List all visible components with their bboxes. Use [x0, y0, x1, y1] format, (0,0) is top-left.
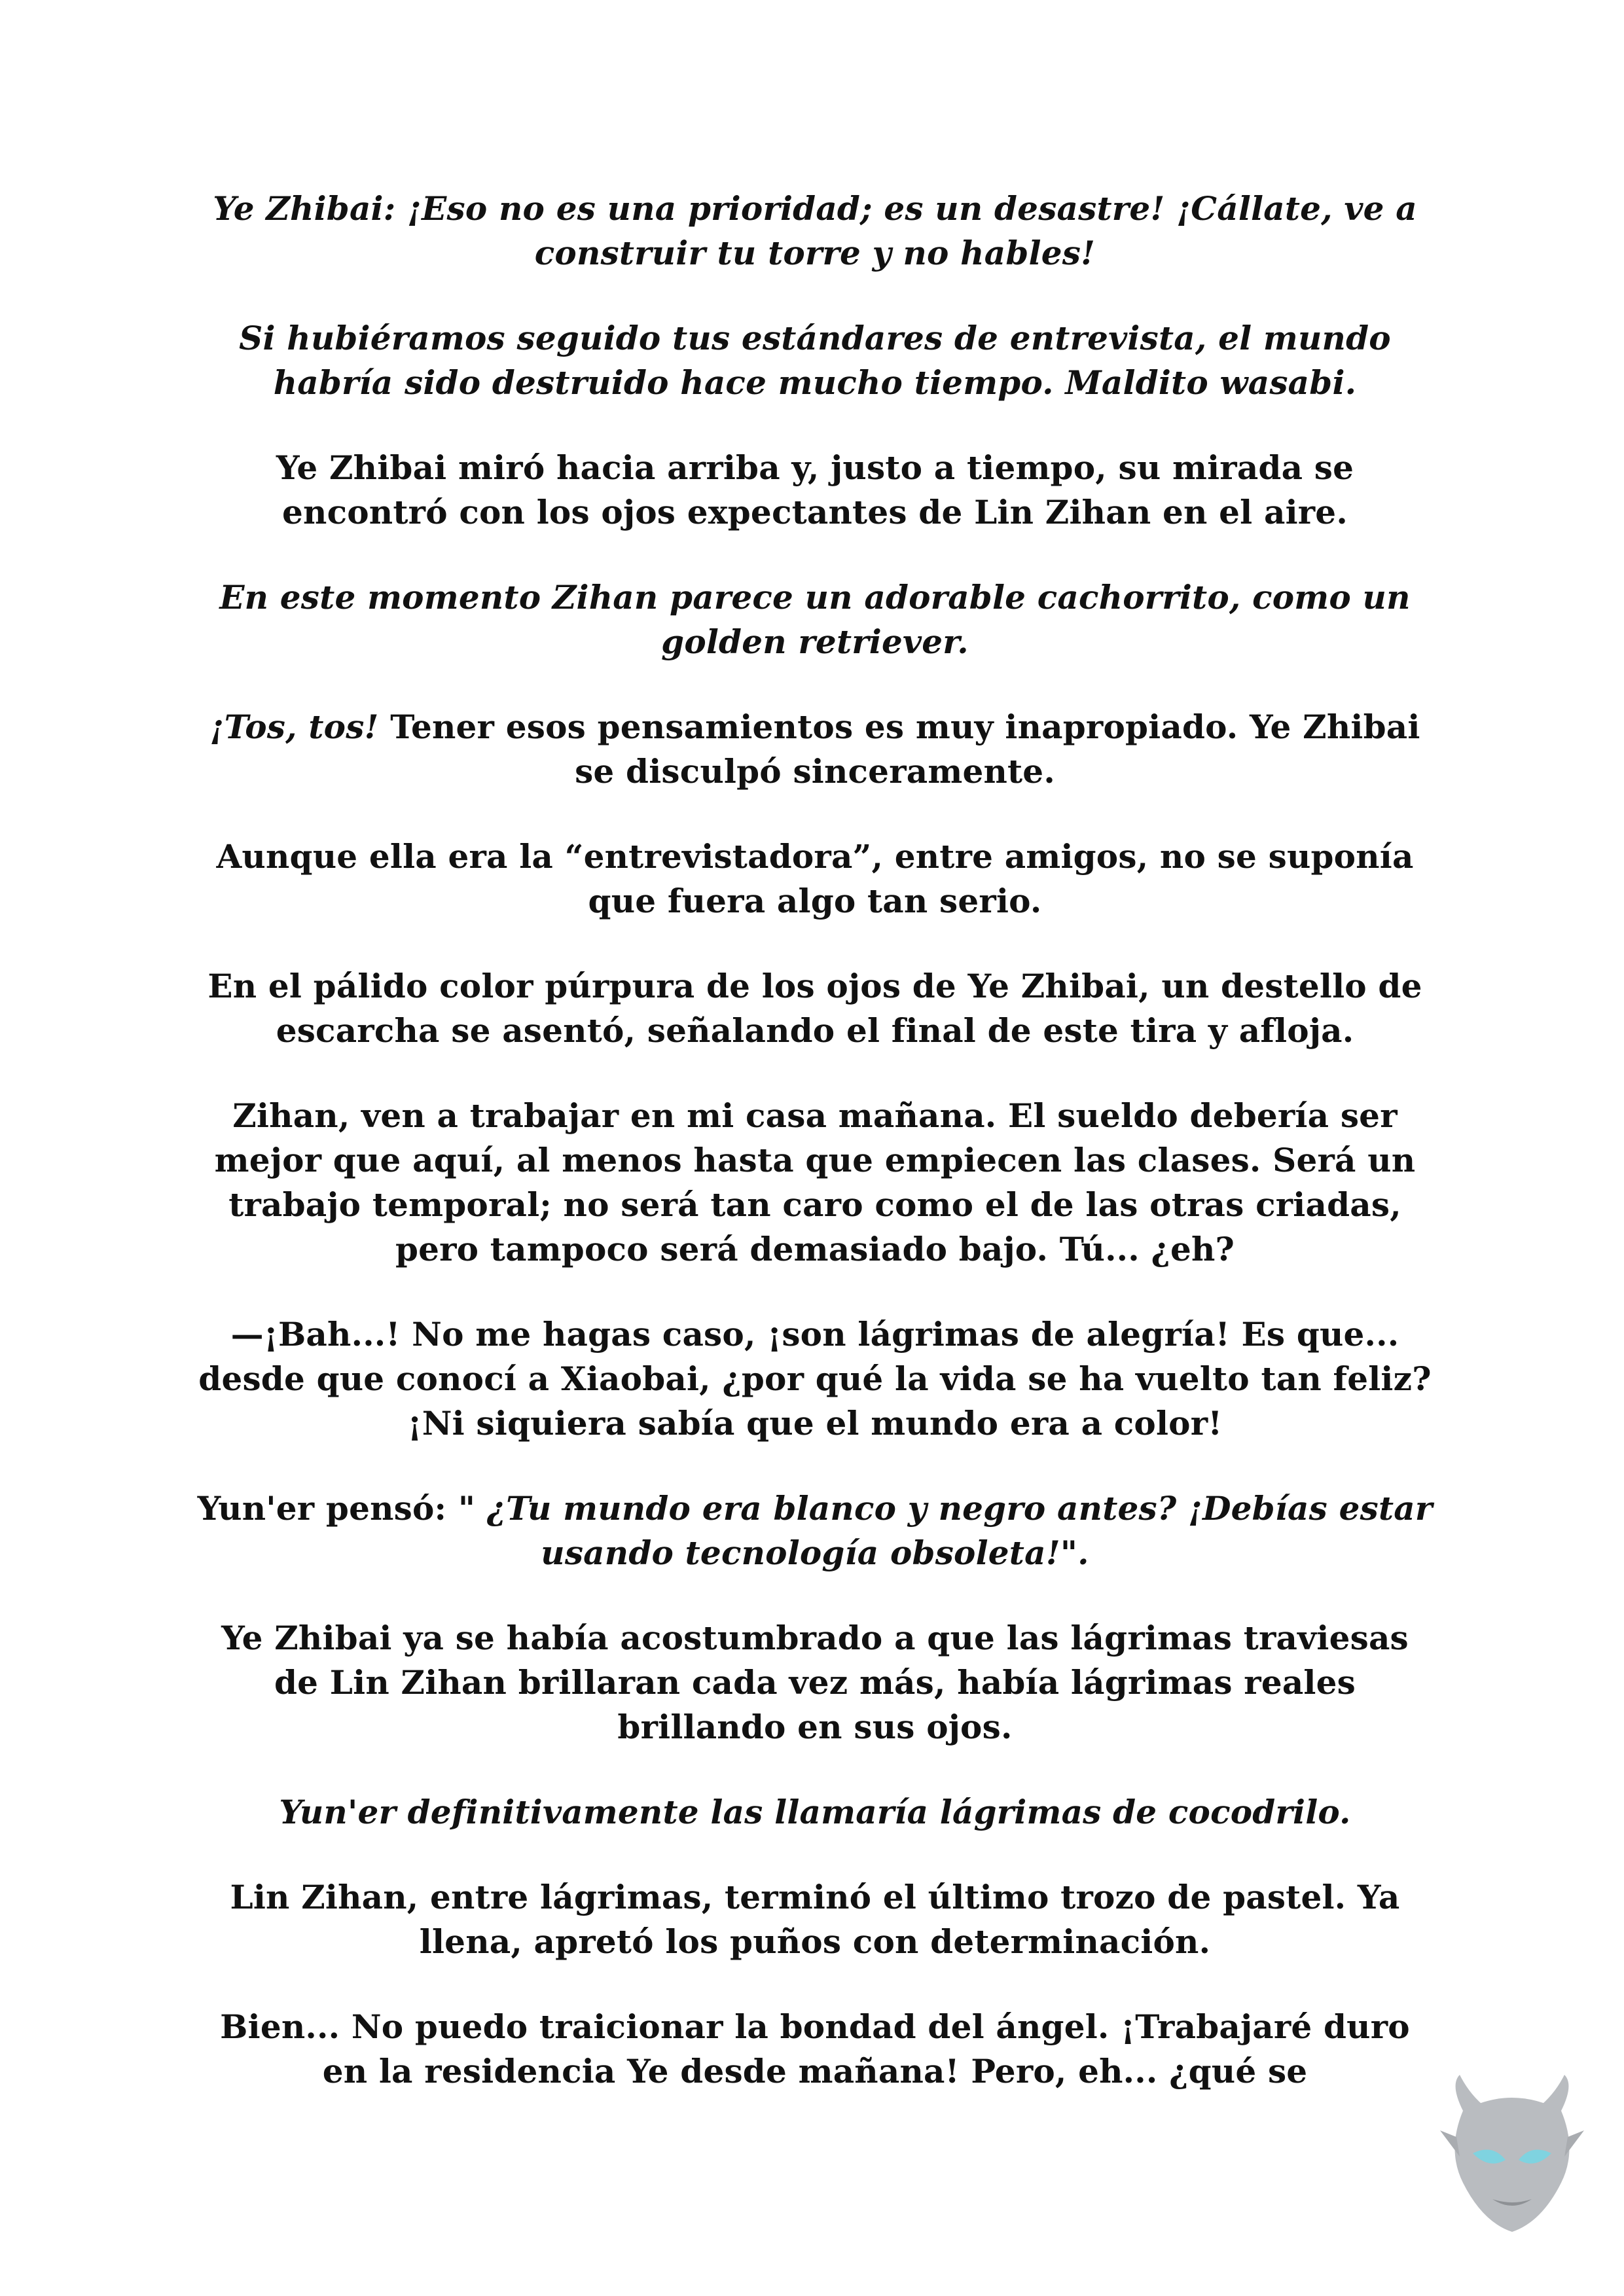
paragraph-6: Aunque ella era la “entrevistadora”, entre amigos, no se suponía que fuera algo tan serio. [216, 837, 1414, 920]
paragraph-10 [196, 1486, 1434, 1575]
paragraph-5-normal: Tener esos pensamientos es muy inapropiado. Ye Zhibai se disculpó sinceramente. [378, 708, 1420, 791]
paragraph-10-normal: Yun'er pensó: " [197, 1489, 487, 1528]
paragraph-5-italic: ¡Tos, tos! [209, 708, 379, 746]
paragraph-8: Zihan, ven a trabajar en mi casa mañana. El sueldo debería ser mejor que aquí, al menos hasta que empiecen las clases. Será un trabajo temporal; no será tan caro como el de las otras criadas, pero tampoco será demasiado bajo. Tú... ¿eh? [214, 1096, 1416, 1268]
demon-mask-logo-icon [1437, 2072, 1587, 2235]
document-body [196, 187, 1434, 2134]
paragraph-4: En este momento Zihan parece un adorable cachorrito, como un golden retriever. [219, 578, 1411, 661]
paragraph-7: En el pálido color púrpura de los ojos de Ye Zhibai, un destello de escarcha se asentó, señalando el final de este tira y afloja. [208, 967, 1422, 1050]
paragraph-9: —¡Bah...! No me hagas caso, ¡son lágrimas de alegría! Es que... desde que conocí a Xiaobai, ¿por qué la vida se ha vuelto tan feliz? ¡Ni siquiera sabía que el mundo era a color! [198, 1315, 1432, 1443]
paragraph-14: Bien... No puedo traicionar la bondad del ángel. ¡Trabajaré duro en la residencia Ye desde mañana! Pero, eh... ¿qué se [220, 2007, 1410, 2090]
paragraph-10-italic: ¿Tu mundo era blanco y negro antes? ¡Debías estar usando tecnología obsoleta!". [486, 1489, 1433, 1572]
paragraph-12: Yun'er definitivamente las llamaría lágrimas de cocodrilo. [279, 1793, 1351, 1831]
paragraph-11: Ye Zhibai ya se había acostumbrado a que las lágrimas traviesas de Lin Zihan brillaran cada vez más, había lágrimas reales brillando en sus ojos. [221, 1619, 1409, 1746]
paragraph-13: Lin Zihan, entre lágrimas, terminó el último trozo de pastel. Ya llena, apretó los puños con determinación. [230, 1878, 1400, 1961]
paragraph-3: Ye Zhibai miró hacia arriba y, justo a tiempo, su mirada se encontró con los ojos expectantes de Lin Zihan en el aire. [276, 448, 1354, 531]
paragraph-5 [196, 705, 1434, 794]
paragraph-1: Ye Zhibai: ¡Eso no es una prioridad; es un desastre! ¡Cállate, ve a construir tu torre y no hables! [213, 189, 1417, 272]
paragraph-2: Si hubiéramos seguido tus estándares de entrevista, el mundo habría sido destruido hace mucho tiempo. Maldito wasabi. [239, 319, 1391, 402]
